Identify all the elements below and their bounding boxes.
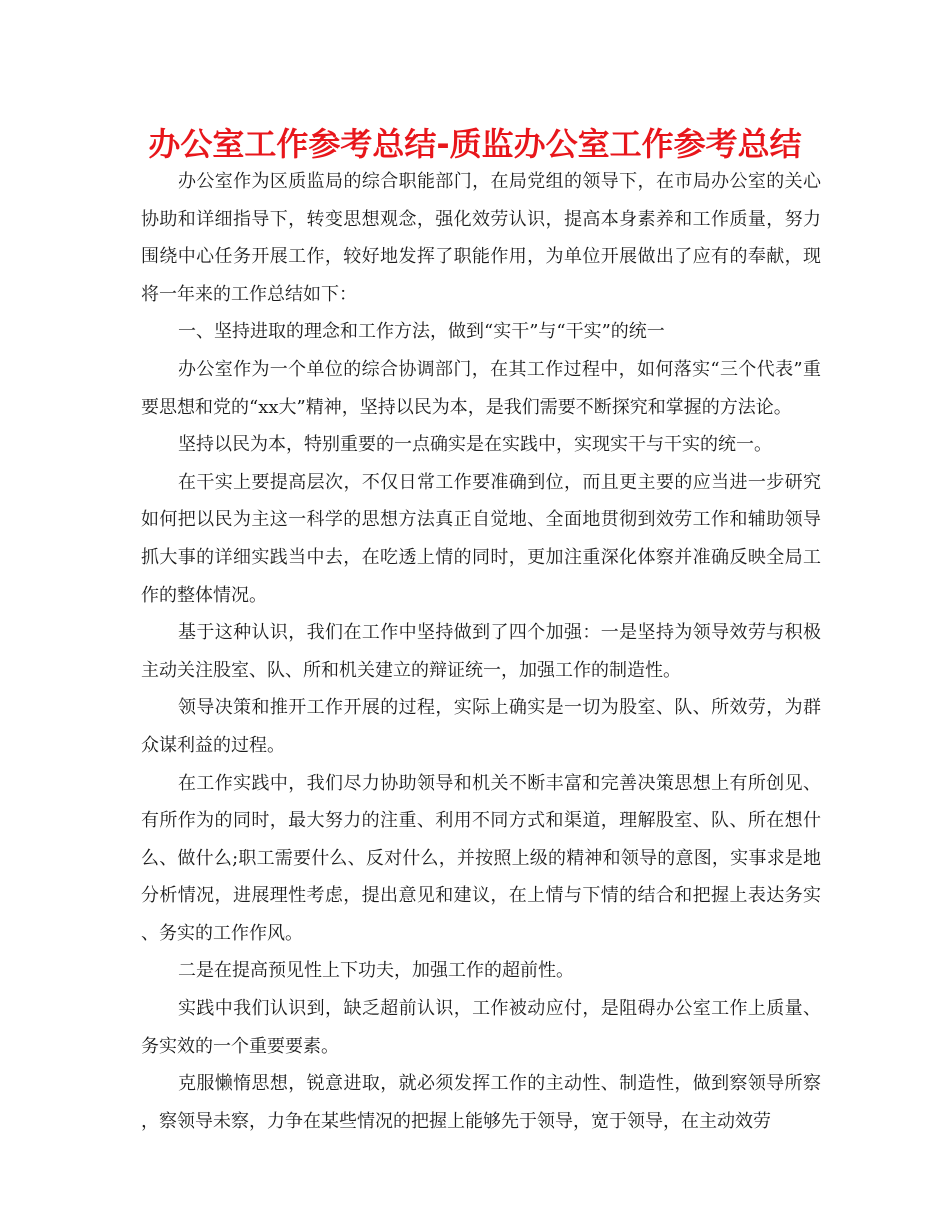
paragraph: 基于这种认识，我们在工作中坚持做到了四个加强：一是坚持为领导效劳与积极主动关注股室、队、所和机关建立的辩证统一，加强工作的制造性。 — [141, 622, 821, 681]
paragraph: 办公室作为区质监局的综合职能部门，在局党组的领导下，在市局办公室的关心协助和详细指导下，转变思想观念，强化效劳认识，提高本身素养和工作质量，努力围绕中心任务开展工作，较好地发挥了职能作用，为单位开展做出了应有的奉献，现将一年来的工作总结如下： — [141, 171, 821, 305]
paragraph: 领导决策和推开工作开展的过程，实际上确实是一切为股室、队、所效劳，为群众谋利益的过程。 — [141, 697, 821, 756]
paragraph: 在工作实践中，我们尽力协助领导和机关不断丰富和完善决策思想上有所创见、有所作为的同时，最大努力的注重、利用不同方式和渠道，理解股室、队、所在想什么、做什么;职工需要什么、反对什么，并按照上级的精神和领导的意图，实事求是地分析情况，进展理性考虑，提出意见和建议，在上情与下情的结合和把握上表达务实、务实的工作作风。 — [141, 772, 821, 944]
paragraph: 实践中我们认识到，缺乏超前认识，工作被动应付，是阻碍办公室工作上质量、务实效的一个重要要素。 — [141, 998, 821, 1057]
document-body — [141, 163, 821, 1140]
paragraph: 二是在提高预见性上下功夫，加强工作的超前性。 — [178, 960, 574, 982]
paragraph: 克服懒惰思想，锐意进取，就必须发挥工作的主动性、制造性，做到察领导所察，察领导未察，力争在某些情况的把握上能够先于领导，宽于领导，在主动效劳 — [141, 1073, 821, 1132]
paragraph: 办公室作为一个单位的综合协调部门，在其工作过程中，如何落实“三个代表”重要思想和党的“xx大”精神，坚持以民为本，是我们需要不断探究和掌握的方法论。 — [141, 358, 821, 418]
document-title: 办公室工作参考总结-质监办公室工作参考总结 — [148, 125, 802, 163]
paragraph: 一、坚持进取的理念和工作方法，做到“实干”与“干实”的统一 — [178, 321, 665, 343]
paragraph: 坚持以民为本，特别重要的一点确实是在实践中，实现实干与干实的统一。 — [178, 434, 772, 456]
paragraph: 在干实上要提高层次，不仅日常工作要准确到位，而且更主要的应当进一步研究如何把以民为主这一科学的思想方法真正自觉地、全面地贯彻到效劳工作和辅助领导抓大事的详细实践当中去，在吃透上情的同时，更加注重深化体察并准确反映全局工作的整体情况。 — [141, 471, 821, 606]
